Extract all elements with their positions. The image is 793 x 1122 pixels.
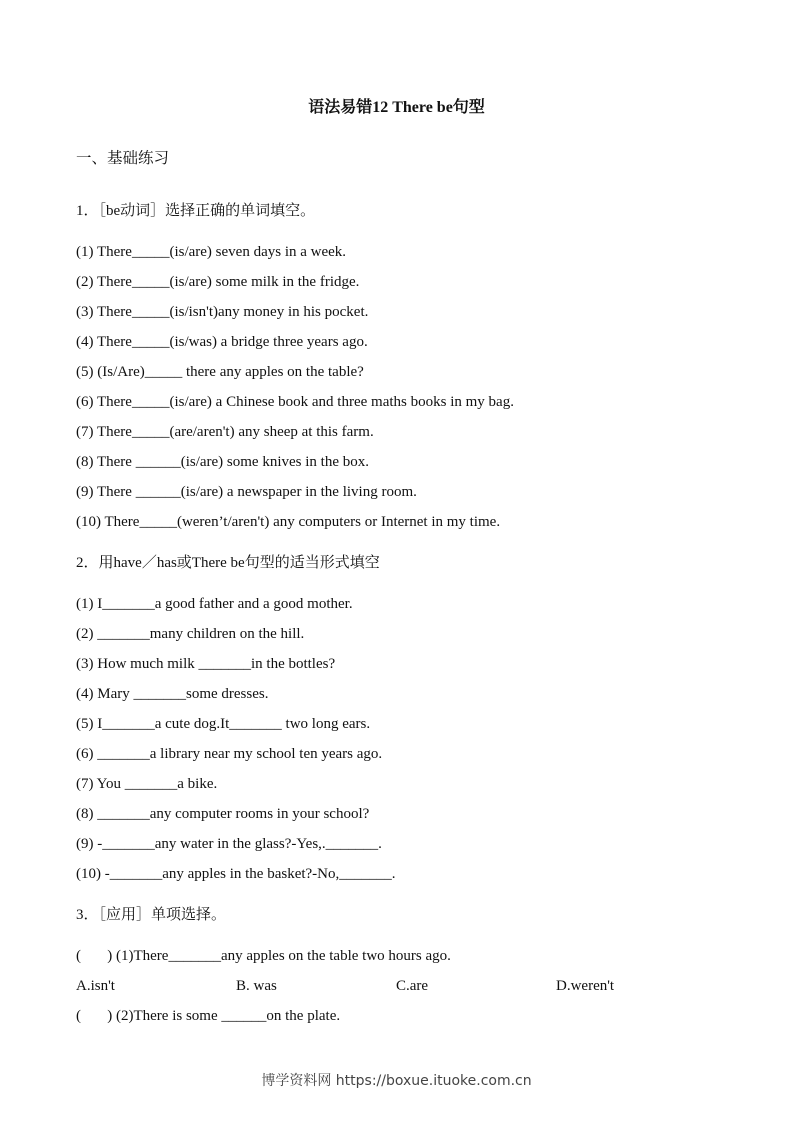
question-1-heading: 1．［be动词］选择正确的单词填空。 xyxy=(76,203,316,219)
q3-item-2: ( ) (2)There is some ______on the plate. xyxy=(76,1008,341,1024)
q2-item-8: (8) _______any computer rooms in your school? xyxy=(76,806,370,822)
q3-option-a: A.isn't xyxy=(76,978,115,994)
q3-option-d: D.weren't xyxy=(556,978,615,994)
q1-item-8: (8) There ______(is/are) some knives in the box. xyxy=(76,454,369,470)
q3-option-c: C.are xyxy=(396,978,429,994)
q2-item-9: (9) -_______any water in the glass?-Yes,._______. xyxy=(76,836,382,852)
q1-item-7: (7) There_____(are/aren't) any sheep at this farm. xyxy=(76,424,374,440)
page-title: 语法易错12 There be句型 xyxy=(308,99,485,116)
q1-item-3: (3) There_____(is/isn't)any money in his pocket. xyxy=(76,304,369,320)
q1-item-6: (6) There_____(is/are) a Chinese book and three maths books in my bag. xyxy=(76,394,514,410)
q2-item-3: (3) How much milk _______in the bottles? xyxy=(76,656,336,672)
q3-item-1: ( ) (1)There_______any apples on the table two hours ago. xyxy=(76,948,451,964)
q1-item-5: (5) (Is/Are)_____ there any apples on the table? xyxy=(76,364,364,380)
q3-option-b: B. was xyxy=(236,978,277,994)
q1-item-4: (4) There_____(is/was) a bridge three years ago. xyxy=(76,334,368,350)
q2-item-5: (5) I_______a cute dog.It_______ two long ears. xyxy=(76,716,371,732)
q2-item-4: (4) Mary _______some dresses. xyxy=(76,686,269,702)
q2-item-1: (1) I_______a good father and a good mother. xyxy=(76,596,353,612)
q1-item-10: (10) There_____(weren’t/aren't) any computers or Internet in my time. xyxy=(76,514,501,530)
q2-item-6: (6) _______a library near my school ten years ago. xyxy=(76,746,383,762)
footer-watermark: 博学资料网 https://boxue.ituoke.com.cn xyxy=(261,1073,532,1089)
question-3-heading: 3．［应用］单项选择。 xyxy=(76,907,227,923)
question-2-heading: 2．用have／has或There be句型的适当形式填空 xyxy=(76,555,380,571)
section-heading: 一、基础练习 xyxy=(76,150,170,167)
q1-item-1: (1) There_____(is/are) seven days in a week. xyxy=(76,244,347,260)
q2-item-10: (10) -_______any apples in the basket?-No,_______. xyxy=(76,866,396,882)
q2-item-7: (7) You _______a bike. xyxy=(76,776,218,792)
q1-item-2: (2) There_____(is/are) some milk in the fridge. xyxy=(76,274,360,290)
q1-item-9: (9) There ______(is/are) a newspaper in the living room. xyxy=(76,484,417,500)
q2-item-2: (2) _______many children on the hill. xyxy=(76,626,305,642)
